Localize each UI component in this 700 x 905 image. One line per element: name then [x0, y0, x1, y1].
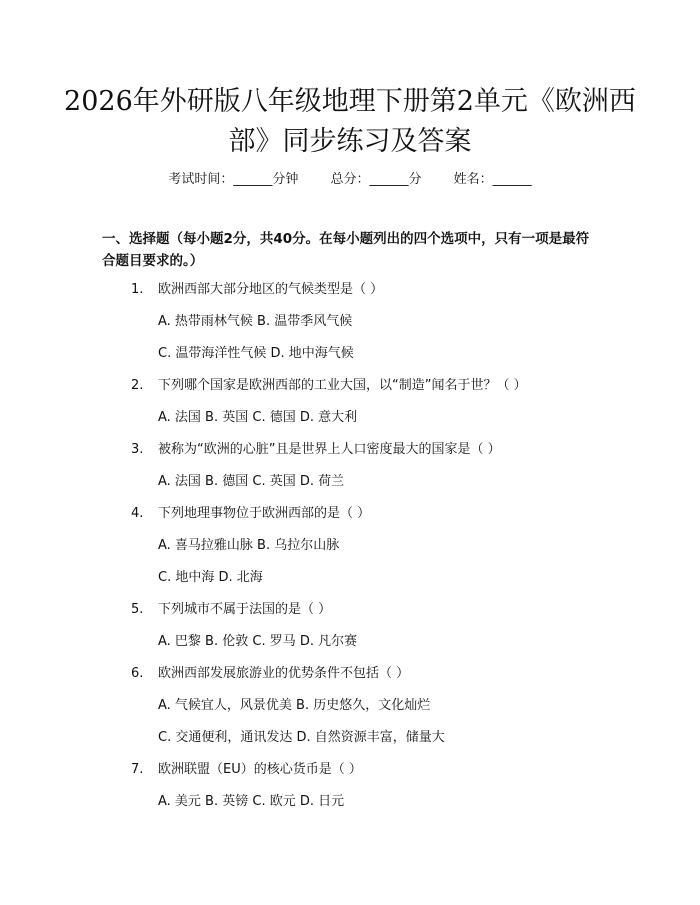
question-item [131, 281, 383, 299]
question-number: 2. [131, 378, 144, 393]
question-text: 下列城市不属于法国的是（ ） [158, 602, 332, 617]
question-text: 欧洲西部发展旅游业的优势条件不包括（ ） [158, 666, 410, 681]
option-line: A. 美元 B. 英镑 C. 欧元 D. 日元 [158, 794, 345, 809]
option-line: C. 交通便利，通讯发达 D. 自然资源丰富，储量大 [158, 730, 445, 745]
question-item [131, 601, 331, 619]
page-title: 2026年外研版八年级地理下册第2单元《欧洲西部》同步练习及答案 [64, 86, 636, 157]
exam-time: 考试时间：______分钟 [168, 172, 299, 187]
question-item [131, 665, 409, 683]
question-number: 5. [131, 602, 144, 617]
exam-score: 总分：______分 [330, 172, 422, 187]
question-text: 下列哪个国家是欧洲西部的工业大国，以“制造”闻名于世？（ ） [158, 378, 527, 393]
question-item [131, 377, 527, 395]
question-item [131, 761, 362, 779]
option-line: A. 法国 B. 德国 C. 英国 D. 荷兰 [158, 474, 345, 489]
student-name: 姓名：______ [453, 172, 532, 187]
question-number: 3. [131, 442, 144, 457]
question-text: 被称为“欧洲的心脏”且是世界上人口密度最大的国家是（ ） [158, 442, 501, 457]
section-heading: 一、选择题（每小题2分，共40分。在每小题列出的四个选项中，只有一项是最符合题目要求的。） [102, 231, 590, 269]
exam-info [0, 168, 700, 187]
option-line: A. 热带雨林气候 B. 温带季风气候 [158, 314, 353, 329]
question-number: 6. [131, 666, 144, 681]
option-line: A. 喜马拉雅山脉 B. 乌拉尔山脉 [158, 538, 340, 553]
option-line: A. 气候宜人，风景优美 B. 历史悠久，文化灿烂 [158, 698, 431, 713]
question-item [131, 505, 370, 523]
question-number: 7. [131, 762, 144, 777]
question-item [131, 441, 501, 459]
question-number: 4. [131, 506, 144, 521]
option-line: A. 法国 B. 英国 C. 德国 D. 意大利 [158, 410, 358, 425]
question-text: 下列地理事物位于欧洲西部的是（ ） [158, 506, 371, 521]
question-text: 欧洲联盟（EU）的核心货币是（ ） [158, 762, 362, 777]
question-text: 欧洲西部大部分地区的气候类型是（ ） [158, 282, 384, 297]
option-line: C. 温带海洋性气候 D. 地中海气候 [158, 346, 354, 361]
question-number: 1. [131, 282, 144, 297]
option-line: A. 巴黎 B. 伦敦 C. 罗马 D. 凡尔赛 [158, 634, 358, 649]
option-line: C. 地中海 D. 北海 [158, 570, 263, 585]
